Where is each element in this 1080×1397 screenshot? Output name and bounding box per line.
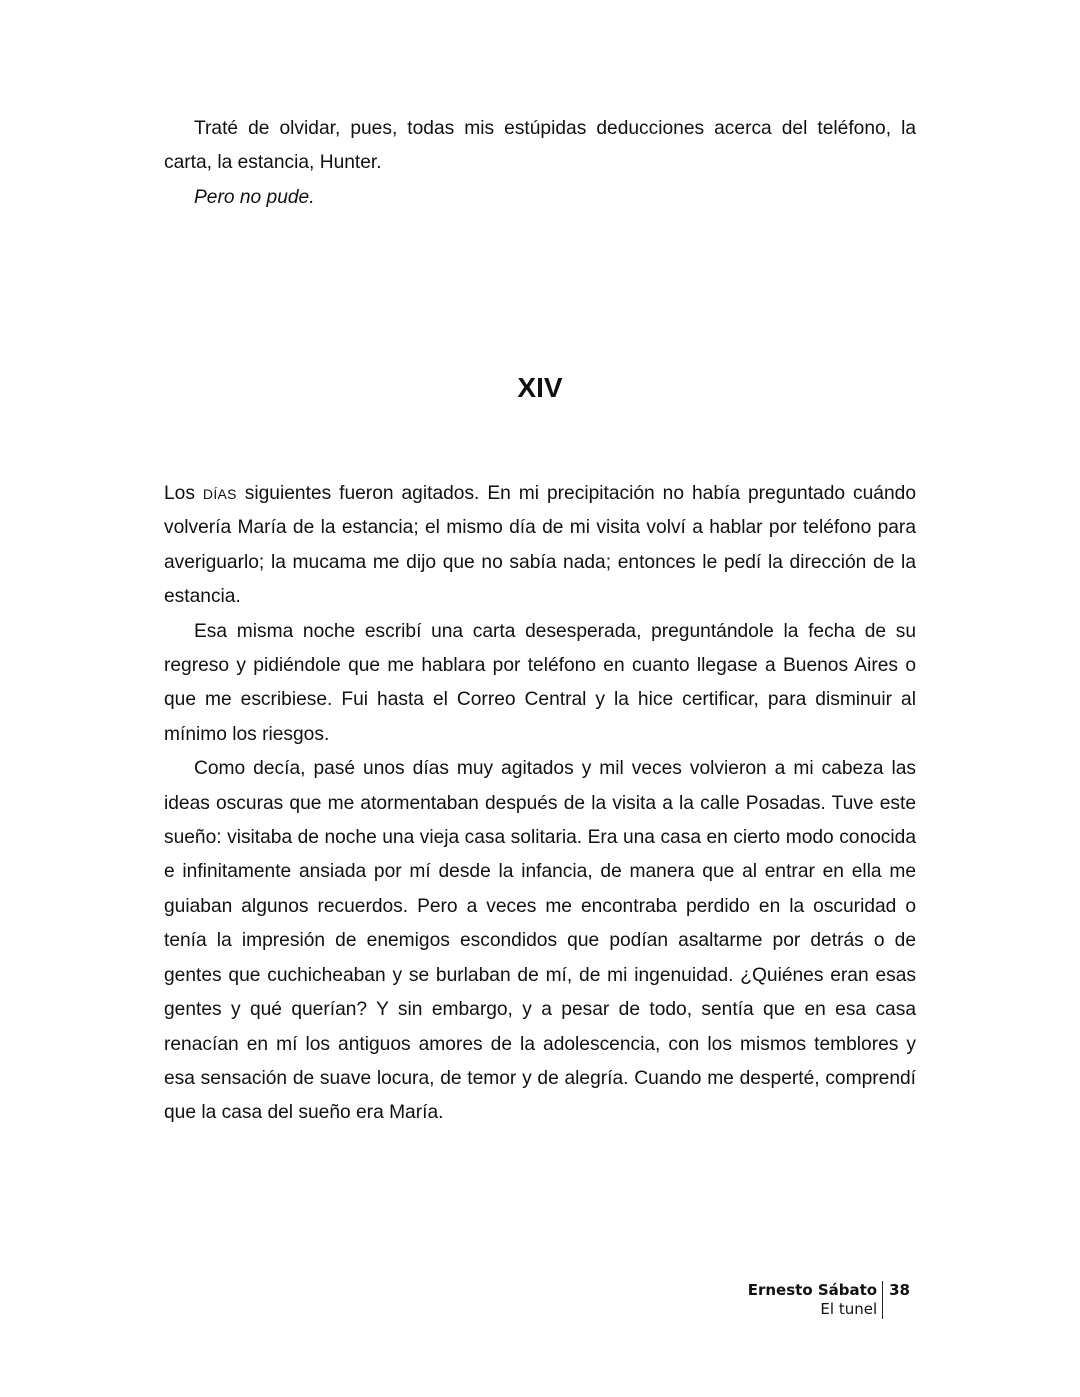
page-footer — [748, 1281, 910, 1319]
paragraph — [164, 477, 916, 615]
section-2 — [164, 477, 916, 1131]
paragraph: Como decía, pasé unos días muy agitados y mil veces volvieron a mi cabeza las ideas oscuras que me atormentaban después de la visita a la calle Posadas. Tuve este sueño: visitaba de noche una vieja casa solitaria. Era una casa en cierto modo conocida e infinitamente ansiada por mí desde la infancia, de manera que al entrar en ella me guiaban algunos recuerdos. Pero a veces me encontraba perdido en la oscuridad o tenía la impresión de enemigos escondidos que podían asaltarme por detrás o de gentes que cuchicheaban y se burlaban de mí, de mi ingenuidad. ¿Quiénes eran esas gentes y qué querían? Y sin embargo, y a pesar de todo, sentía que en esa casa renacían en mí los antiguos amores de la adolescencia, con los mismos temblores y esa sensación de suave locura, de temor y de alegría. Cuando me desperté, comprendí que la casa del sueño era María. — [164, 758, 916, 1124]
paragraph: Traté de olvidar, pues, todas mis estúpidas deducciones acerca del teléfono, la carta, la estancia, Hunter. — [164, 118, 916, 174]
footer-info — [748, 1281, 883, 1319]
first-word: Los — [164, 483, 203, 504]
small-caps-word: DÍAS — [202, 486, 237, 502]
paragraph-italic: Pero no pude. — [194, 186, 315, 208]
page-number: 38 — [889, 1281, 910, 1299]
paragraph-text: siguientes fueron agitados. En mi precipitación no había preguntado cuándo volvería María de la estancia; el mismo día de mi visita volví a hablar por teléfono para averiguarlo; la mucama me dijo que no sabía nada; entonces le pedí la dirección de la estancia. — [164, 483, 916, 608]
paragraph: Esa misma noche escribí una carta desesperada, preguntándole la fecha de su regreso y pidiéndole que me hablara por teléfono en cuanto llegase a Buenos Aires o que me escribiese. Fui hasta el Correo Central y la hice certificar, para disminuir al mínimo los riesgos. — [164, 620, 916, 745]
footer-author: Ernesto Sábato — [747, 1281, 878, 1299]
footer-title: El tunel — [820, 1300, 878, 1318]
section-1 — [164, 112, 916, 215]
chapter-heading: XIV — [517, 372, 563, 403]
